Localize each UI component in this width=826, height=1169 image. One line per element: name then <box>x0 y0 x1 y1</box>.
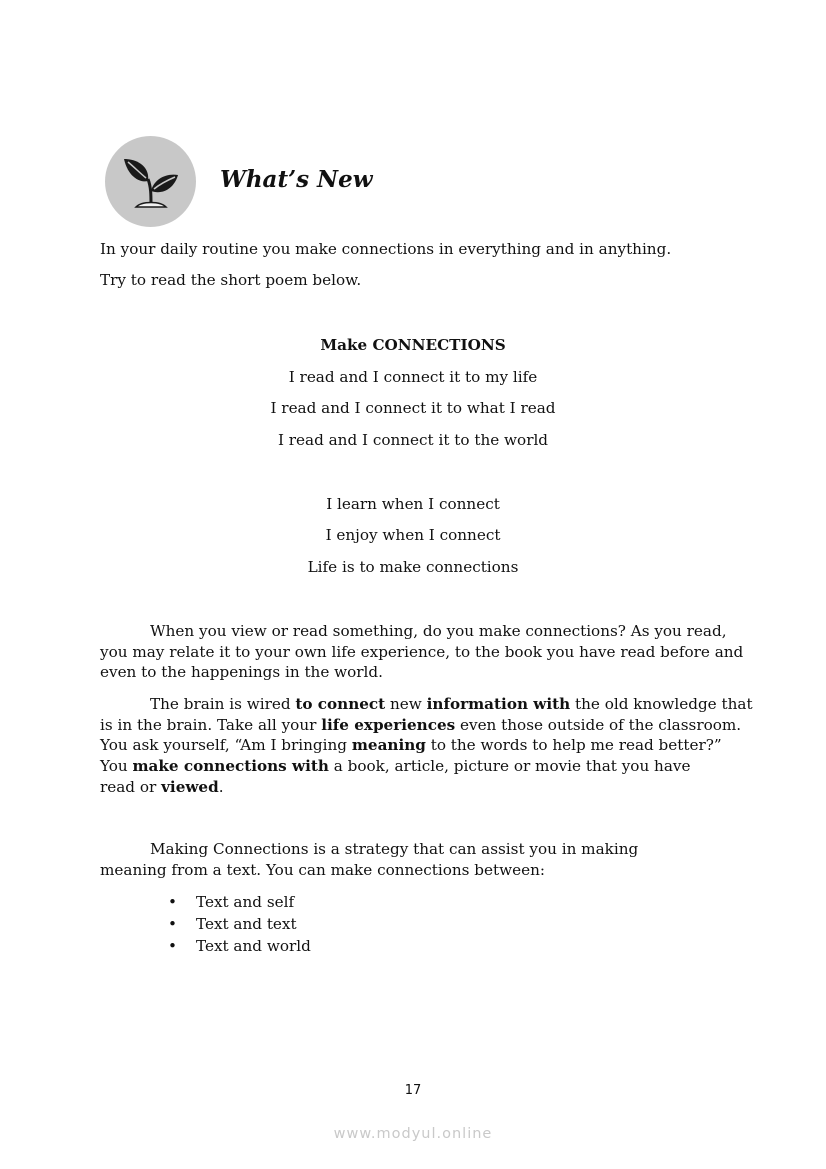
list-item: • Text and self <box>168 892 311 914</box>
bold-phrase: information with <box>426 695 571 713</box>
paragraph-line: The brain is wired to connect new information with the old knowledge that <box>150 695 753 713</box>
paragraph-line: even to the happenings in the world. <box>100 663 383 682</box>
list-item: • Text and world <box>168 936 311 958</box>
paragraph-line: You make connections with a book, article, picture or movie that you have <box>100 757 691 776</box>
seedling-icon <box>105 136 196 227</box>
paragraph-line: When you view or read something, do you make connections? As you read, <box>150 622 727 640</box>
list-item: • Text and text <box>168 914 311 936</box>
paragraph-line: you may relate it to your own life experience, to the book you have read before and <box>100 642 744 661</box>
poem-line: I read and I connect it to the world <box>277 431 549 449</box>
paragraph-line: is in the brain. Take all your life experiences even those outside of the classroom. <box>100 715 742 734</box>
paragraph-line: You ask yourself, “Am I bringing meaning to the words to help me read better?” <box>100 736 722 755</box>
paragraph-3 <box>100 839 740 880</box>
poem-line: Life is to make connections <box>307 558 519 576</box>
paragraph-line: meaning from a text. You can make connections between: <box>100 860 545 879</box>
watermark: www.modyul.online <box>333 1126 493 1142</box>
paragraph-1 <box>100 621 744 683</box>
paragraph-2 <box>100 694 753 798</box>
paragraph-line: Making Connections is a strategy that can assist you in making <box>150 840 639 858</box>
poem-line: I learn when I connect <box>326 495 500 513</box>
poem-line: I read and I connect it to what I read <box>270 399 556 417</box>
page-number: 17 <box>404 1083 422 1098</box>
section-title: What’s New <box>220 166 373 193</box>
poem-line: I read and I connect it to my life <box>288 368 538 386</box>
bold-phrase: life experiences <box>321 715 456 734</box>
connection-types-list <box>168 892 311 957</box>
poem-line: I enjoy when I connect <box>325 526 501 544</box>
bold-phrase: meaning <box>351 736 426 755</box>
bold-phrase: viewed <box>161 777 219 796</box>
poem-title: Make CONNECTIONS <box>320 336 506 354</box>
intro-line-2: Try to read the short poem below. <box>100 271 362 289</box>
paragraph-line: read or viewed. <box>100 777 224 796</box>
bold-phrase: to connect <box>295 695 386 713</box>
intro-line-1: In your daily routine you make connections in everything and in anything. <box>100 240 672 258</box>
bold-phrase: make connections with <box>132 757 329 776</box>
